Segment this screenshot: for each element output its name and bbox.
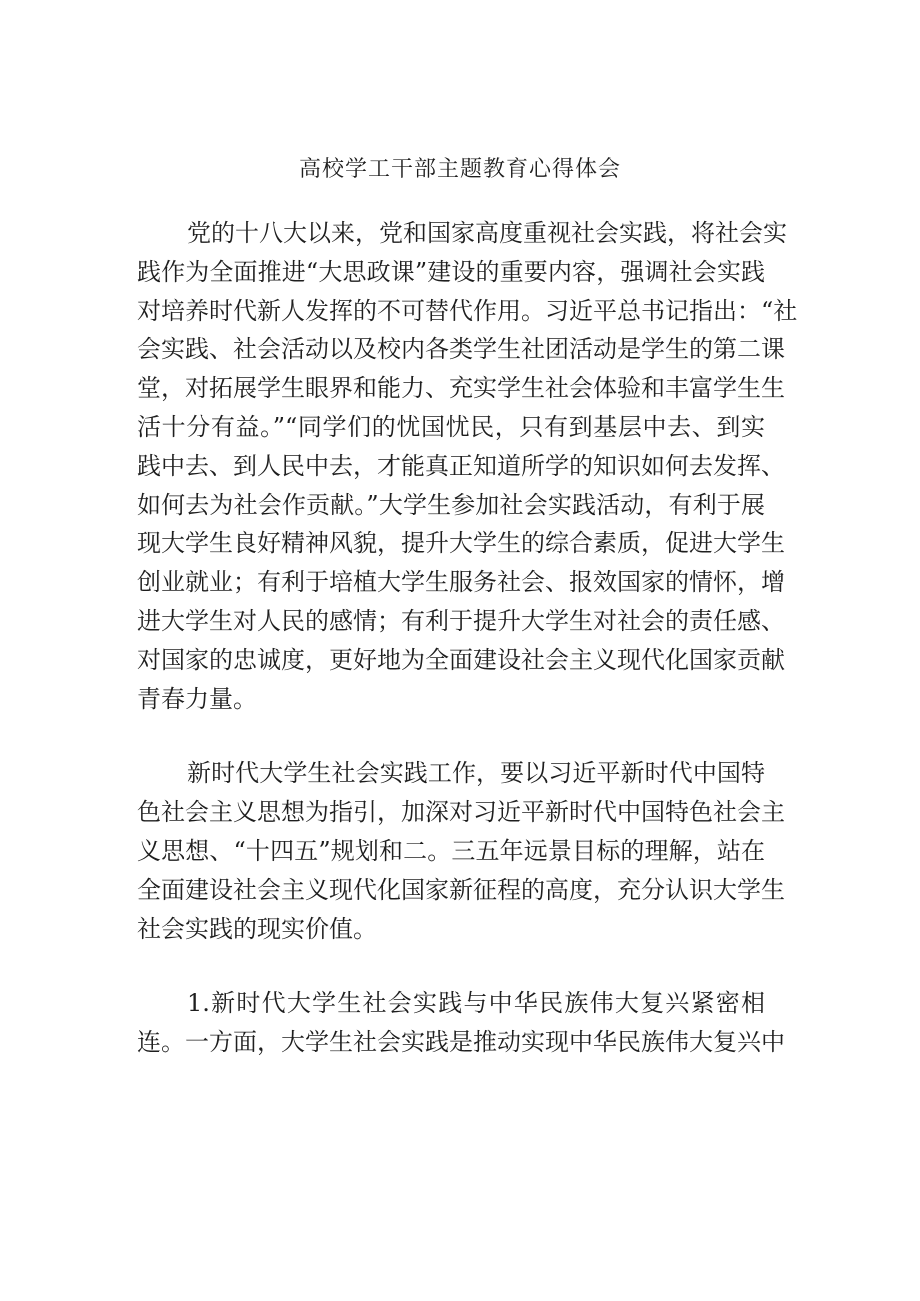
document-title: 高校学工干部主题教育心得体会: [298, 157, 621, 182]
text-line: 活十分有益。”“同学们的忧国忧民，只有到基层中去、到实: [137, 412, 765, 441]
text-line: 践中去、到人民中去，才能真正知道所学的知识如何去发挥、: [137, 451, 785, 480]
text-line: 会实践、社会活动以及校内各类学生社团活动是学生的第二课: [137, 335, 785, 364]
text-line: 新时代大学生社会实践工作，要以习近平新时代中国特: [187, 759, 765, 788]
text-line: 青春力量。: [137, 684, 257, 713]
text-line: 全面建设社会主义现代化国家新征程的高度，充分认识大学生: [137, 875, 785, 904]
paragraph: [137, 984, 785, 1062]
text-line: 创业就业；有利于培植大学生服务社会、报效国家的情怀，增: [137, 568, 785, 597]
text-line: 1.新时代大学生社会实践与中华民族伟大复兴紧密相: [187, 989, 765, 1018]
text-line: 对培养时代新人发挥的不可替代作用。习近平总书记指出：“社: [137, 296, 798, 325]
text-line: 色社会主义思想为指引，加深对习近平新时代中国特色社会主: [137, 798, 785, 827]
document-body: [137, 214, 798, 1098]
paragraph: [137, 214, 798, 718]
text-line: 义思想、“十四五”规划和二。三五年远景目标的理解，站在: [137, 836, 765, 865]
text-line: 党的十八大以来，党和国家高度重视社会实践，将社会实: [187, 219, 787, 247]
text-line: 现大学生良好精神风貌，提升大学生的综合素质，促进大学生: [137, 529, 785, 558]
text-line: 如何去为社会作贡献。”大学生参加社会实践活动，有利于展: [137, 490, 765, 519]
text-line: 进大学生对人民的感情；有利于提升大学生对社会的责任感、: [137, 606, 785, 635]
text-line: 堂，对拓展学生眼界和能力、充实学生社会体验和丰富学生生: [137, 374, 785, 403]
paragraph: [137, 754, 785, 948]
text-line: 践作为全面推进“大思政课”建设的重要内容，强调社会实践: [137, 257, 765, 286]
text-line: 社会实践的现实价值。: [137, 914, 377, 943]
text-line: 对国家的忠诚度，更好地为全面建设社会主义现代化国家贡献: [137, 645, 785, 674]
text-line: 连。一方面，大学生社会实践是推动实现中华民族伟大复兴中: [137, 1028, 785, 1057]
